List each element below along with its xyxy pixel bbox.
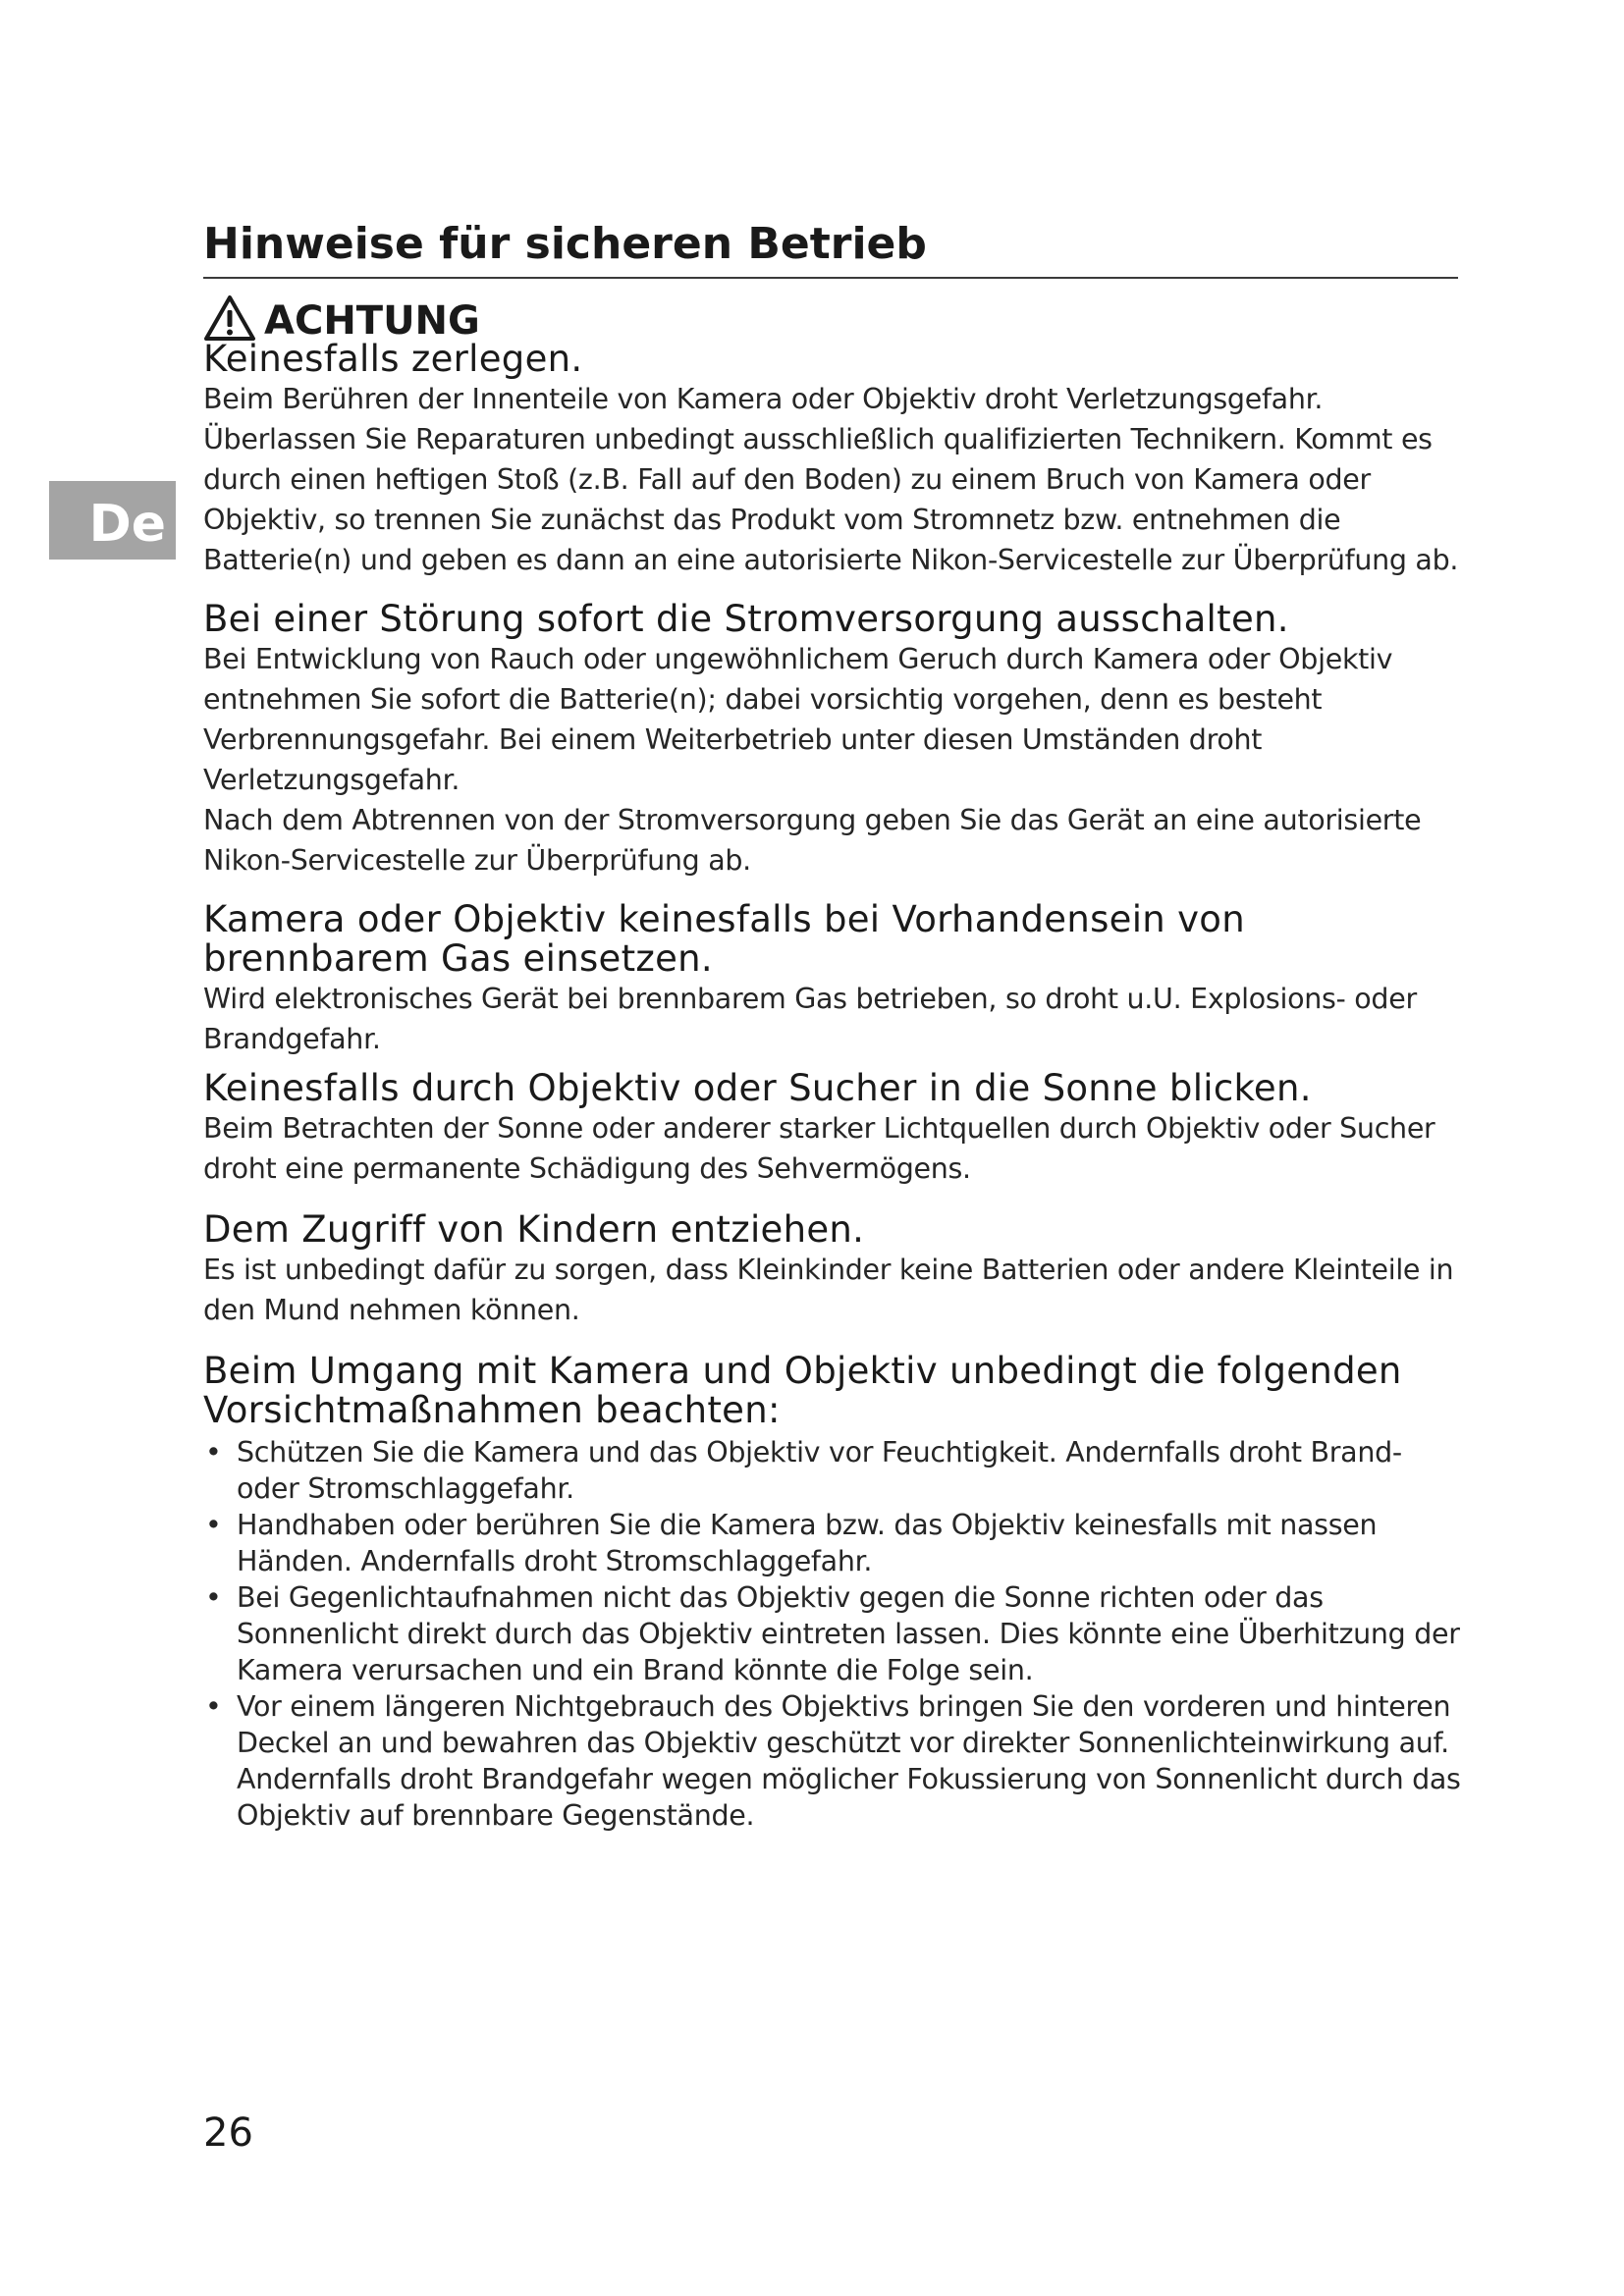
section-paragraph: Nach dem Abtrennen von der Stromversorgung geben Sie das Gerät an eine autorisierte Nikon-Servicestelle zur Überprüfung ab. [203,804,1422,877]
section-children [203,1210,1470,1330]
section-heading: Keinesfalls durch Objektiv oder Sucher in die Sonne blicken. [203,1067,1312,1109]
language-tab-label: De [88,495,166,554]
bullet-icon: • [205,1690,222,1723]
page-title: Hinweise für sicheren Betrieb [203,219,927,269]
list-item [203,1507,1470,1579]
title-divider [203,277,1458,279]
section-flammable-gas [203,900,1470,1059]
section-heading: Beim Umgang mit Kamera und Objektiv unbedingt die folgenden Vorsichtmaßnahmen beachten: [203,1350,1402,1431]
section-heading: Kamera oder Objektiv keinesfalls bei Vorhandensein von brennbarem Gas einsetzen. [203,898,1245,980]
warning-triangle-icon [203,294,256,342]
section-paragraph: Wird elektronisches Gerät bei brennbarem Gas betrieben, so droht u.U. Explosions- oder Brandgefahr. [203,983,1417,1055]
section-heading: Keinesfalls zerlegen. [203,338,583,380]
section-paragraph: Es ist unbedingt dafür zu sorgen, dass Kleinkinder keine Batterien oder andere Kleinteile in den Mund nehmen können. [203,1254,1454,1326]
list-item-text: Bei Gegenlichtaufnahmen nicht das Objektiv gegen die Sonne richten oder das Sonnenlicht direkt durch das Objektiv eintreten lassen. Dies könnte eine Überhitzung der Kamera verursachen und ein Brand könnte die Folge sein. [237,1581,1460,1686]
section-precautions [203,1352,1470,1834]
safety-content [203,340,1470,1834]
list-item-text: Handhaben oder berühren Sie die Kamera bzw. das Objektiv keinesfalls mit nassen Händen. Andernfalls droht Stromschlaggefahr. [237,1509,1378,1577]
bullet-icon: • [205,1581,222,1614]
section-malfunction [203,600,1470,881]
section-disassembly [203,340,1470,580]
section-sun [203,1069,1470,1189]
bullet-icon: • [205,1436,222,1468]
list-item-text: Vor einem längeren Nichtgebrauch des Objektivs bringen Sie den vorderen und hinteren Deckel an und bewahren das Objektiv geschützt vor direkter Sonnenlichteinwirkung auf. Andernfalls droht Brandgefahr wegen möglicher Fokussierung von Sonnenlicht durch das Objektiv auf brennbare Gegenstände. [237,1690,1461,1832]
section-heading: Dem Zugriff von Kindern entziehen. [203,1208,865,1251]
list-item [203,1434,1470,1507]
section-paragraph: Beim Berühren der Innenteile von Kamera oder Objektiv droht Verletzungsgefahr. Überlassen Sie Reparaturen unbedingt ausschließlich qualifizierten Technikern. Kommt es durch einen heftigen Stoß (z.B. Fall auf den Boden) zu einem Bruch von Kamera oder Objektiv, so trennen Sie zunächst das Produkt vom Stromnetz bzw. entnehmen die Batterie(n) und geben es dann an eine autorisierte Nikon-Servicestelle zur Überprüfung ab. [203,383,1459,576]
list-item [203,1688,1470,1834]
section-paragraph: Bei Entwicklung von Rauch oder ungewöhnlichem Geruch durch Kamera oder Objektiv entnehmen Sie sofort die Batterie(n); dabei vorsichtig vorgehen, denn es besteht Verbrennungsgefahr. Bei einem Weiterbetrieb unter diesen Umständen droht Verletzungsgefahr. [203,643,1393,796]
list-item-text: Schützen Sie die Kamera und das Objektiv vor Feuchtigkeit. Andernfalls droht Brand- oder Stromschlaggefahr. [237,1436,1402,1505]
list-item [203,1579,1470,1688]
language-tab [49,481,176,560]
section-paragraph: Beim Betrachten der Sonne oder anderer starker Lichtquellen durch Objektiv oder Sucher droht eine permanente Schädigung des Sehvermögens. [203,1112,1435,1185]
section-heading: Bei einer Störung sofort die Stromversorgung ausschalten. [203,598,1289,640]
page-number: 26 [203,2110,253,2156]
bullet-icon: • [205,1509,222,1541]
precautions-list [203,1434,1470,1834]
caution-label: ACHTUNG [264,298,480,344]
